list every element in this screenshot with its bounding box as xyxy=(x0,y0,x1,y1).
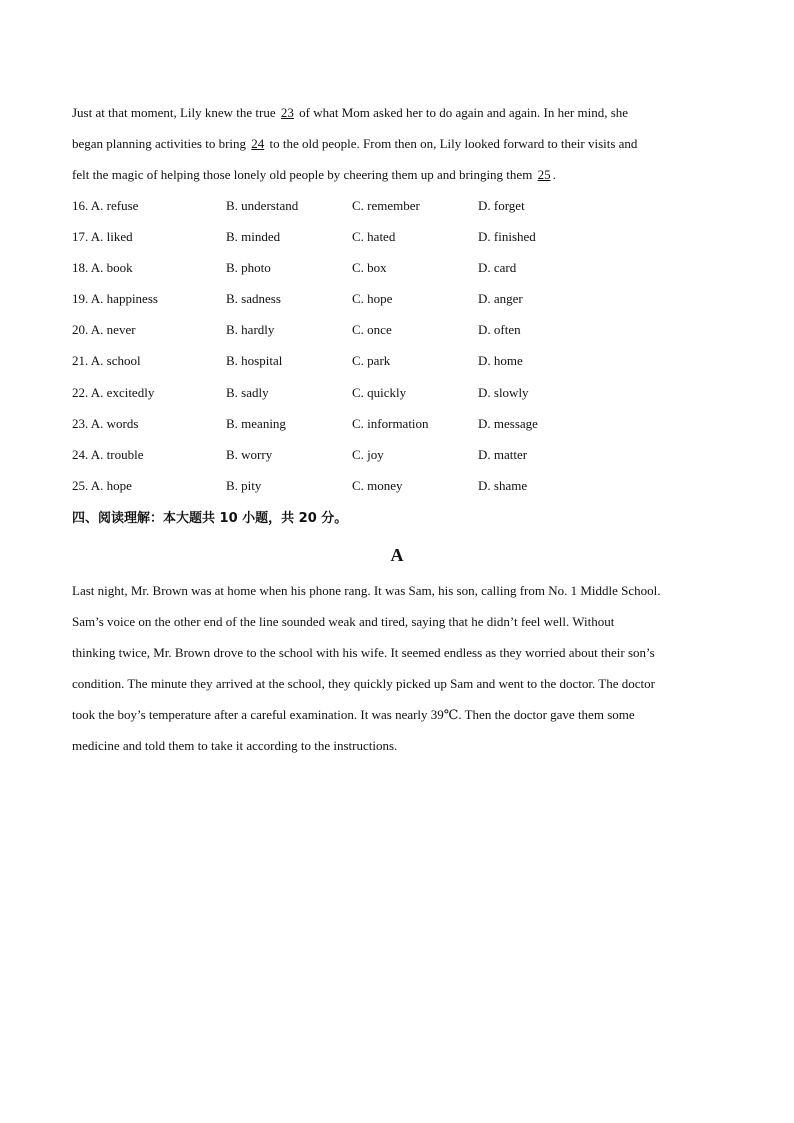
cloze-line xyxy=(72,159,722,190)
reading-passage-a xyxy=(72,575,722,761)
option-c: C. remember xyxy=(352,198,420,213)
option-c: C. money xyxy=(352,477,403,493)
option-b: B. sadly xyxy=(226,384,269,400)
blank-23: 23 xyxy=(280,105,294,120)
cloze-text: to the old people. From then on, Lily looked forward to their visits and xyxy=(266,136,638,151)
cloze-text: began planning activities to bring xyxy=(72,136,250,151)
blank-25: 25 xyxy=(537,167,551,182)
option-c: C. once xyxy=(352,322,392,338)
option-b: B. understand xyxy=(226,198,299,213)
option-a: 16. A. refuse xyxy=(72,198,139,213)
option-a: 19. A. happiness xyxy=(72,291,158,307)
option-a: 17. A. liked xyxy=(72,229,133,245)
cloze-text: Just at that moment, Lily knew the true xyxy=(72,105,279,120)
option-d: D. forget xyxy=(478,198,525,213)
question-row xyxy=(72,221,722,252)
option-d: D. anger xyxy=(478,291,523,307)
option-c: C. box xyxy=(352,260,387,276)
option-a: 20. A. never xyxy=(72,322,136,338)
question-row xyxy=(72,283,722,314)
option-a: 25. A. hope xyxy=(72,477,132,493)
question-row xyxy=(72,190,722,221)
option-d: D. often xyxy=(478,322,521,338)
question-row xyxy=(72,470,722,501)
cloze-text: felt the magic of helping those lonely old people by cheering them up and bringing them xyxy=(72,167,536,182)
cloze-line xyxy=(72,97,722,128)
option-b: B. hardly xyxy=(226,322,275,338)
cloze-text: . xyxy=(552,167,556,182)
option-c: C. quickly xyxy=(352,384,407,400)
option-d: D. slowly xyxy=(478,384,529,400)
option-c: C. hated xyxy=(352,229,396,245)
option-a: 24. A. trouble xyxy=(72,446,144,462)
answer-options xyxy=(72,190,722,501)
option-a: 22. A. excitedly xyxy=(72,384,155,400)
passage-title: A xyxy=(390,545,404,565)
option-d: D. home xyxy=(478,353,523,369)
option-b: B. photo xyxy=(226,260,271,276)
option-b: B. minded xyxy=(226,229,281,245)
option-b: B. pity xyxy=(226,477,262,493)
question-row xyxy=(72,377,722,408)
option-b: B. worry xyxy=(226,446,273,462)
option-d: D. shame xyxy=(478,477,528,493)
section-heading: 四、阅读理解：本大题共 10 小题，共 20 分。 xyxy=(72,511,348,526)
option-d: D. card xyxy=(478,260,517,276)
cloze-line xyxy=(72,128,722,159)
option-d: D. message xyxy=(478,415,538,431)
option-c: C. joy xyxy=(352,446,384,462)
question-row xyxy=(72,408,722,439)
option-d: D. finished xyxy=(478,229,536,245)
blank-24: 24 xyxy=(251,136,265,151)
option-a: 23. A. words xyxy=(72,415,139,431)
option-d: D. matter xyxy=(478,446,528,462)
cloze-passage-end xyxy=(72,97,722,190)
option-c: C. information xyxy=(352,415,429,431)
option-a: 18. A. book xyxy=(72,260,133,276)
question-row xyxy=(72,345,722,376)
question-row xyxy=(72,439,722,470)
passage-line: Last night, Mr. Brown was at home when his phone rang. It was Sam, his son, calling from No. 1 Middle School. xyxy=(72,583,661,598)
cloze-text: of what Mom asked her to do again and again. In her mind, she xyxy=(295,105,629,120)
passage-line: took the boy’s temperature after a careful examination. It was nearly 39℃. Then the doctor gave them some xyxy=(72,707,635,722)
option-b: B. meaning xyxy=(226,415,286,431)
option-c: C. hope xyxy=(352,291,393,307)
option-c: C. park xyxy=(352,353,391,369)
question-row xyxy=(72,252,722,283)
passage-line: Sam’s voice on the other end of the line sounded weak and tired, saying that he didn’t feel well. Without xyxy=(72,614,615,629)
question-row xyxy=(72,314,722,345)
passage-line: thinking twice, Mr. Brown drove to the school with his wife. It seemed endless as they worried about their son’s xyxy=(72,645,655,660)
option-b: B. sadness xyxy=(226,291,281,307)
option-a: 21. A. school xyxy=(72,353,141,369)
option-b: B. hospital xyxy=(226,353,283,369)
passage-line: condition. The minute they arrived at the school, they quickly picked up Sam and went to the doctor. The doctor xyxy=(72,676,655,691)
passage-line: medicine and told them to take it according to the instructions. xyxy=(72,738,398,753)
